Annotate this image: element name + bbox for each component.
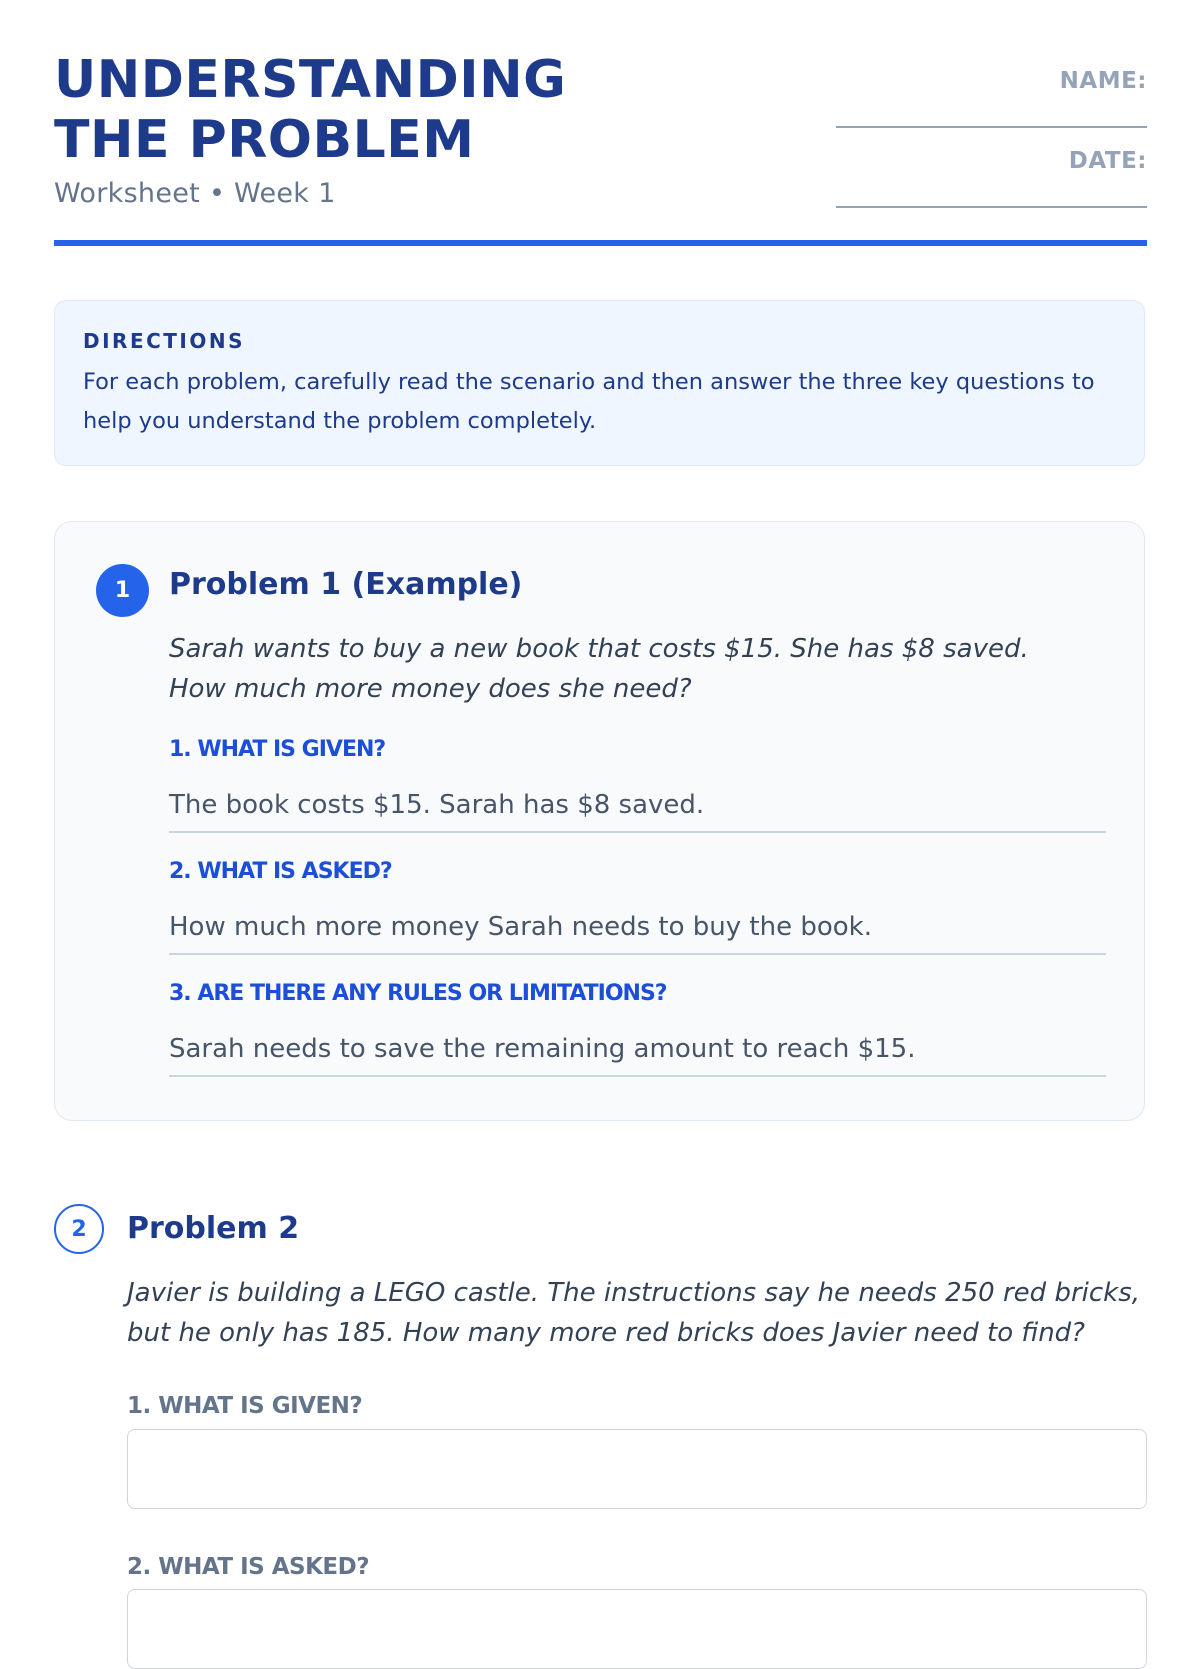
answer-input-asked[interactable]: [127, 1589, 1147, 1669]
problem-title: Problem 1 (Example): [169, 567, 523, 602]
header-divider: [54, 240, 1147, 246]
answer-asked: How much more money Sarah needs to buy the book.: [169, 907, 1106, 955]
directions-box: [54, 300, 1145, 466]
worksheet-header: [54, 50, 1147, 250]
question-label-given: 1. WHAT IS GIVEN?: [169, 737, 386, 762]
problem-title: Problem 2: [127, 1211, 300, 1246]
problem-scenario: Javier is building a LEGO castle. The instructions say he needs 250 red bricks, but he only has 185. How many more red bricks does Javier need to find?: [127, 1278, 1141, 1348]
question-label-rules: 3. ARE THERE ANY RULES OR LIMITATIONS?: [169, 981, 667, 1006]
answer-input-given[interactable]: [127, 1429, 1147, 1509]
name-row: [836, 68, 1147, 148]
date-row: [836, 148, 1147, 228]
question-label-asked: 2. WHAT IS ASKED?: [169, 859, 392, 884]
question-label-given: 1. WHAT IS GIVEN?: [127, 1393, 363, 1419]
answer-rules: Sarah needs to save the remaining amount to reach $15.: [169, 1029, 1106, 1077]
problem-number-badge: 1: [96, 564, 149, 617]
question-label-asked: 2. WHAT IS ASKED?: [127, 1554, 370, 1580]
page-subtitle: Worksheet • Week 1: [54, 178, 336, 209]
problem-number-badge: 2: [54, 1204, 104, 1254]
page-title: UNDERSTANDING THE PROBLEM: [54, 50, 567, 170]
date-field[interactable]: [836, 206, 1147, 208]
directions-label: DIRECTIONS: [83, 329, 246, 353]
student-info: [836, 68, 1147, 228]
directions-text: For each problem, carefully read the scenario and then answer the three key questions to help you understand the problem completely.: [83, 369, 1095, 434]
answer-given: The book costs $15. Sarah has $8 saved.: [169, 785, 1106, 833]
name-label: NAME:: [1059, 68, 1147, 94]
problem-1-card: [54, 521, 1145, 1121]
name-field[interactable]: [836, 126, 1147, 128]
date-label: DATE:: [1068, 148, 1147, 174]
problem-scenario: Sarah wants to buy a new book that costs $15. She has $8 saved. How much more money does she need?: [169, 634, 1029, 704]
